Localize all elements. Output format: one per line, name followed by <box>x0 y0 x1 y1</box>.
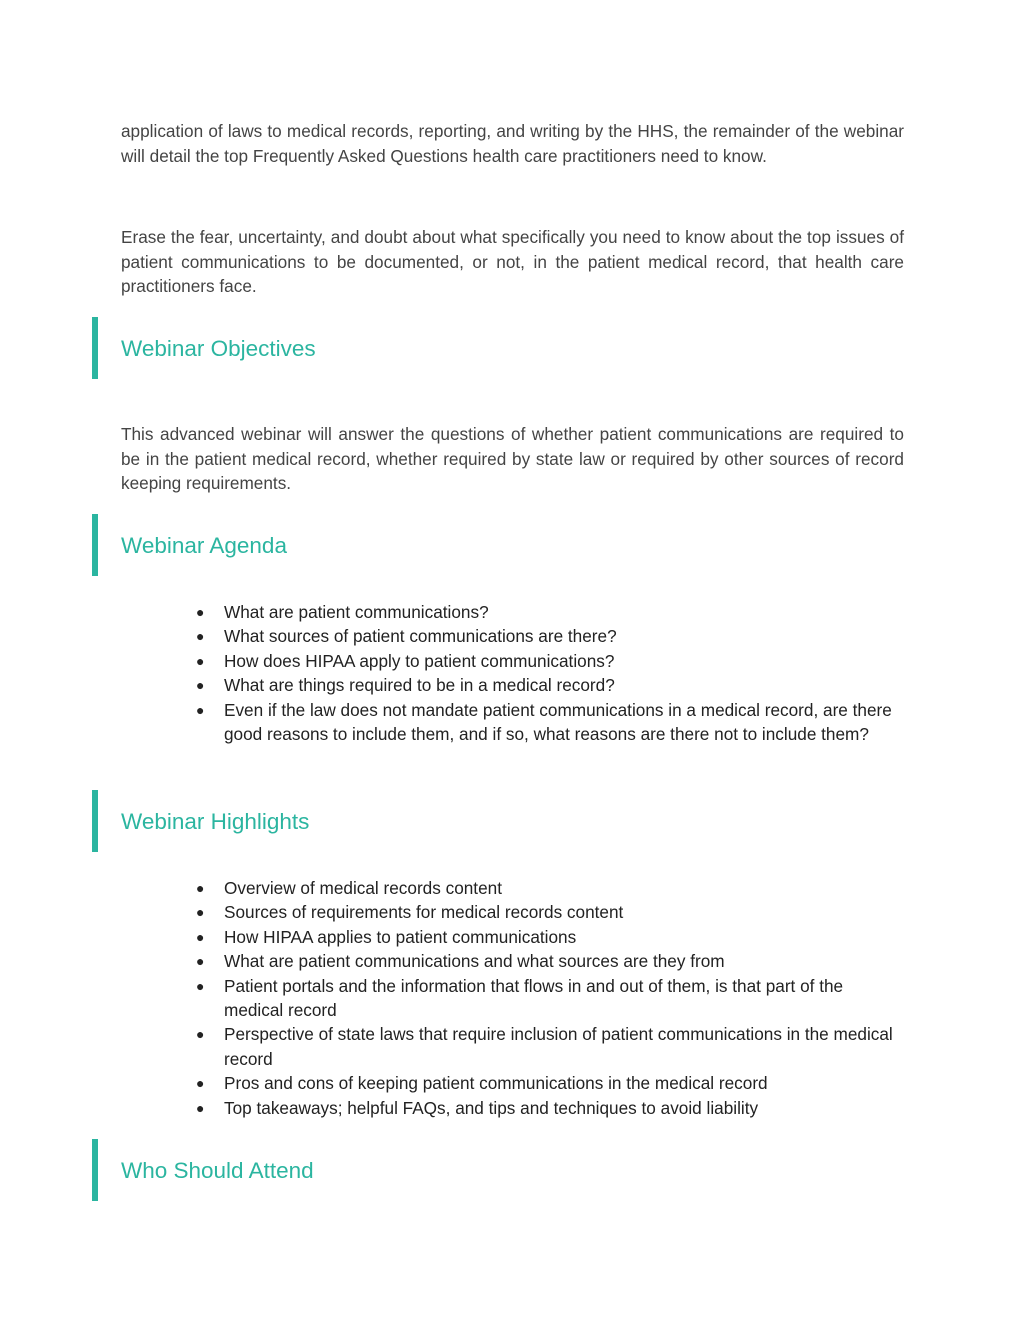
highlights-item-text: Overview of medical records content <box>224 878 502 898</box>
attend-title: Who Should Attend <box>121 1158 314 1183</box>
agenda-title: Webinar Agenda <box>121 533 287 558</box>
attend-section-heading <box>92 1139 892 1201</box>
bullet-icon: ● <box>196 904 205 921</box>
objectives-paragraph: This advanced webinar will answer the questions of whether patient communications are required to be in the patient medical record, whether required by state law or required by other sources of record keeping requirements. <box>121 424 904 493</box>
agenda-list-item <box>196 600 904 624</box>
highlights-item-text: Pros and cons of keeping patient communications in the medical record <box>224 1073 768 1094</box>
bullet-icon: ● <box>196 1075 205 1092</box>
intro-paragraph-1: application of laws to medical records, reporting, and writing by the HHS, the remainder of the webinar will detail the top Frequently Asked Questions health care practitioners need to know. <box>121 121 904 166</box>
bullet-icon: ● <box>196 1099 205 1116</box>
highlights-item-text: How HIPAA applies to patient communications <box>224 926 577 947</box>
bullet-icon: ● <box>196 628 205 645</box>
bullet-icon: ● <box>196 701 205 718</box>
bullet-icon: ● <box>196 977 205 994</box>
highlights-item-text: Top takeaways; helpful FAQs, and tips and techniques to avoid liability <box>224 1097 759 1118</box>
highlights-list-item <box>196 900 904 924</box>
agenda-item-text: What sources of patient communications are there? <box>224 626 617 647</box>
bullet-icon: ● <box>196 652 205 669</box>
highlights-list-item <box>196 925 904 949</box>
highlights-item-text: What are patient communications and what sources are they from <box>224 951 725 972</box>
highlights-list <box>196 876 904 1120</box>
highlights-item-text: Sources of requirements for medical records content <box>224 902 624 923</box>
highlights-item-text: Perspective of state laws that require inclusion of patient communications in the medical record <box>224 1024 893 1069</box>
agenda-list-item <box>196 624 904 648</box>
intro-paragraph-2: Erase the fear, uncertainty, and doubt about what specifically you need to know about the top issues of patient communications to be documented, or not, in the patient medical record, that health care practitioners face. <box>121 227 904 296</box>
bullet-icon: ● <box>196 604 205 620</box>
highlights-item-text: Patient portals and the information that flows in and out of them, is that part of the medical record <box>224 975 844 1021</box>
agenda-item-text: What are patient communications? <box>224 602 489 622</box>
highlights-list-item <box>196 1071 904 1095</box>
highlights-list-item <box>196 1022 904 1071</box>
highlights-list-item <box>196 974 904 1023</box>
highlights-list-item <box>196 949 904 973</box>
agenda-list-item <box>196 673 904 697</box>
section-accent-bar <box>92 790 98 852</box>
bullet-icon: ● <box>196 953 205 970</box>
agenda-list-item <box>196 649 904 673</box>
bullet-icon: ● <box>196 880 205 896</box>
objectives-section-heading <box>92 317 892 379</box>
agenda-item-text: What are things required to be in a medical record? <box>224 675 615 696</box>
agenda-list <box>196 600 904 746</box>
highlights-section-heading <box>92 790 892 852</box>
bullet-icon: ● <box>196 1026 205 1043</box>
highlights-title: Webinar Highlights <box>121 809 310 834</box>
bullet-icon: ● <box>196 928 205 945</box>
agenda-item-text: How does HIPAA apply to patient communications? <box>224 650 615 671</box>
section-accent-bar <box>92 514 98 576</box>
bullet-icon: ● <box>196 677 205 694</box>
agenda-item-text: Even if the law does not mandate patient communications in a medical record, are there good reasons to include them, and if so, what reasons are there not to include them? <box>224 699 892 745</box>
highlights-list-item <box>196 1096 904 1120</box>
agenda-list-item <box>196 698 904 747</box>
section-accent-bar <box>92 317 98 379</box>
agenda-section-heading <box>92 514 892 576</box>
highlights-list-item <box>196 876 904 900</box>
objectives-title: Webinar Objectives <box>121 336 316 361</box>
section-accent-bar <box>92 1139 98 1201</box>
